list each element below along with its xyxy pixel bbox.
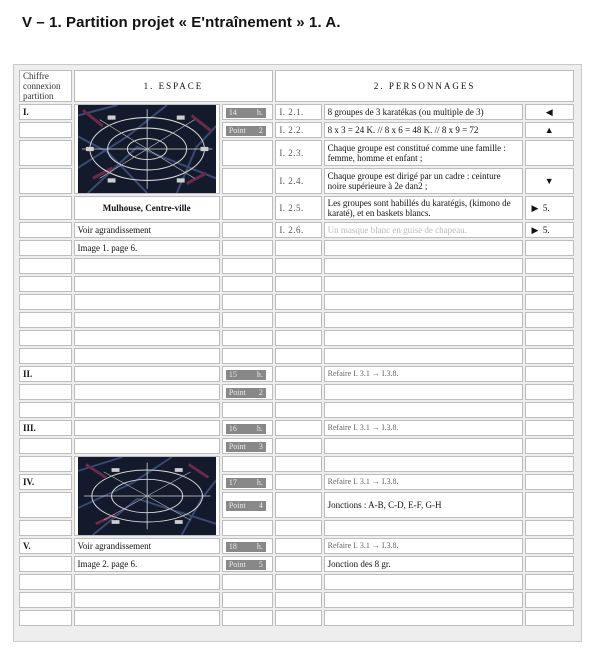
empty-cell: [19, 222, 72, 238]
empty-cell: [222, 222, 274, 238]
table-row: [19, 538, 574, 554]
point-tag: Point 2: [226, 388, 266, 398]
aerial-map-photo: [78, 457, 216, 535]
header-row: [19, 70, 574, 102]
empty-cell: [19, 140, 72, 166]
point-cell: [222, 384, 274, 400]
header-espace: 1. ESPACE: [74, 70, 274, 102]
table-row: [19, 104, 574, 120]
reference-number: I. 2.4.: [275, 168, 321, 194]
empty-cell: [525, 140, 575, 166]
section-number: V.: [19, 538, 72, 554]
arrow-right-icon: ▶ 5.: [525, 196, 575, 220]
section-number: I.: [19, 104, 72, 120]
point-tag: Point 3: [226, 442, 266, 452]
hour-tag: 18 h.: [226, 542, 266, 552]
personnage-text: 8 groupes de 3 karatékas (ou multiple de 3): [324, 104, 523, 120]
table-row: [19, 610, 574, 626]
section-number: IV.: [19, 474, 72, 490]
section-number: III.: [19, 420, 72, 436]
hour-cell: [222, 474, 274, 490]
hour-tag: 15 h.: [226, 370, 266, 380]
reference-number: I. 2.6.: [275, 222, 321, 238]
arrow-up-icon: ▲: [525, 122, 575, 138]
page-title: V – 1. Partition projet « E'ntraînement » 1. A.: [22, 14, 341, 31]
hour-cell: [222, 104, 274, 120]
arrow-down-icon: ▼: [525, 168, 575, 194]
table-row: [19, 258, 574, 274]
refaire-text: Refaire I. 3.1 → I.3.8.: [324, 474, 523, 490]
point-cell: [222, 556, 274, 572]
jonction-text: Jonction des 8 gr.: [324, 556, 523, 572]
point-tag: Point 2: [226, 126, 266, 136]
table-row: [19, 294, 574, 310]
reference-number: I. 2.3.: [275, 140, 321, 166]
hour-tag: 17 h.: [226, 478, 266, 488]
map-image-2: [74, 456, 220, 536]
table-row: [19, 438, 574, 454]
table-row: [19, 456, 574, 472]
header-personnages: 2. PERSONNAGES: [275, 70, 574, 102]
refaire-text: Refaire I. 3.1 → I.3.8.: [324, 420, 523, 436]
refaire-text: Refaire I. 3.1 → I.3.8.: [324, 538, 523, 554]
point-tag: Point 4: [226, 501, 266, 511]
hour-cell: [222, 366, 274, 382]
aerial-map-photo: [78, 105, 216, 193]
hour-tag: 14 h.: [226, 108, 266, 118]
reference-number: I. 2.5.: [275, 196, 321, 220]
hour-cell: [222, 538, 274, 554]
hour-cell: [222, 420, 274, 436]
table-row: [19, 196, 574, 220]
personnage-text: Chaque groupe est constitué comme une famille : femme, homme et enfant ;: [324, 140, 523, 166]
table-row: [19, 574, 574, 590]
image-reference: Image 1. page 6.: [74, 240, 220, 256]
personnage-text: Les groupes sont habillés du karatégis, (kimono de karaté), et en baskets blancs.: [324, 196, 523, 220]
table-row: [19, 556, 574, 572]
table-row: [19, 348, 574, 364]
table-row: [19, 592, 574, 608]
empty-cell: [222, 140, 274, 166]
partition-table: [17, 68, 576, 628]
point-cell: [222, 438, 274, 454]
refaire-text: Refaire I. 3.1 → I.3.8.: [324, 366, 523, 382]
table-row: [19, 384, 574, 400]
voir-agrandissement-link[interactable]: Voir agrandissement: [74, 222, 220, 238]
empty-cell: [222, 196, 274, 220]
arrow-left-icon: ◀: [525, 104, 575, 120]
image-reference: Image 2. page 6.: [74, 556, 220, 572]
table-row: [19, 366, 574, 382]
reference-number: I. 2.1.: [275, 104, 321, 120]
voir-agrandissement-link[interactable]: Voir agrandissement: [74, 538, 220, 554]
empty-cell: [222, 168, 274, 194]
reference-number: I. 2.2.: [275, 122, 321, 138]
location-name: Mulhouse, Centre-ville: [74, 196, 220, 220]
table-row: [19, 312, 574, 328]
table-row: [19, 330, 574, 346]
arrow-right-icon: ▶ 5.: [525, 222, 575, 238]
personnage-text: 8 x 3 = 24 K. // 8 x 6 = 48 K. // 8 x 9 = 72: [324, 122, 523, 138]
table-row: [19, 276, 574, 292]
point-cell: [222, 122, 274, 138]
section-number: II.: [19, 366, 72, 382]
point-cell: [222, 492, 274, 518]
table-row: [19, 222, 574, 238]
empty-cell: [19, 168, 72, 194]
table-row: [19, 420, 574, 436]
table-row: [19, 402, 574, 418]
hour-tag: 16 h.: [226, 424, 266, 434]
personnage-text: Chaque groupe est dirigé par un cadre : ceinture noire supérieure à 2e dan2 ;: [324, 168, 523, 194]
header-connexion: Chiffre connexion partition: [19, 70, 72, 102]
point-tag: Point 5: [226, 560, 266, 570]
empty-cell: [19, 196, 72, 220]
empty-cell: [19, 122, 72, 138]
personnage-text: Un masque blanc en guise de chapeau.: [324, 222, 523, 238]
table-row: [19, 240, 574, 256]
map-image-1: [74, 104, 220, 194]
jonctions-text: Jonctions : A-B, C-D, E-F, G-H: [324, 492, 523, 518]
